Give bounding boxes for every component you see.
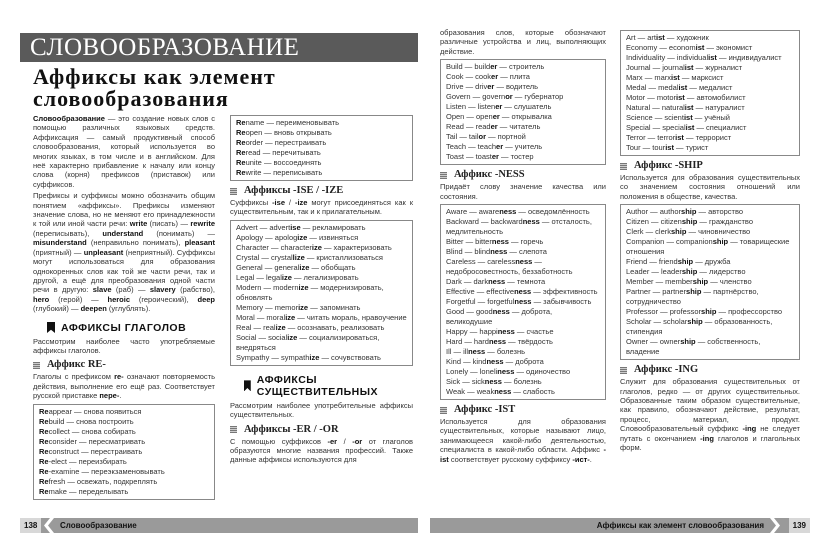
bold-term: er bbox=[492, 112, 500, 122]
word-list-item: Good — goodness — доброта, великодушие bbox=[446, 307, 553, 327]
word-list-item: Effective — effectiveness — эффективность bbox=[446, 287, 598, 297]
page-number-right: 139 bbox=[789, 518, 810, 533]
word-list-item: Science — scientist — учёный bbox=[626, 113, 730, 122]
subsection-heading-text: Аффиксы -ER / -OR bbox=[244, 423, 339, 435]
bold-term: ness bbox=[488, 277, 506, 287]
right-page-column-1 bbox=[440, 28, 606, 466]
bold-term: Re bbox=[236, 148, 246, 157]
bold-term: ness bbox=[491, 237, 509, 247]
word-list-box bbox=[440, 204, 606, 400]
bold-term: heroic bbox=[107, 294, 130, 304]
affix-marker-icon bbox=[230, 188, 237, 195]
bold-term: ship bbox=[686, 287, 702, 297]
bold-term: er bbox=[496, 142, 504, 152]
bold-term: -ист- bbox=[572, 454, 590, 464]
section-heading bbox=[244, 374, 413, 398]
word-list-item: Motor — motorist — автомобилист bbox=[626, 93, 746, 102]
page-number-left: 138 bbox=[20, 518, 41, 533]
bold-term: Re bbox=[39, 456, 49, 466]
bold-term: ize bbox=[299, 262, 310, 272]
bold-term: er bbox=[495, 102, 503, 112]
word-list-item: Backward — backwardness — отсталость, медлительность bbox=[446, 217, 592, 237]
word-list-item: Professor — professorship — профессорство bbox=[626, 307, 783, 317]
word-list-item: Advert — advertise — рекламировать bbox=[236, 222, 366, 232]
affix-marker-icon bbox=[440, 172, 447, 179]
subsection-heading bbox=[33, 359, 215, 371]
word-list-item: Individuality — individualist — индивидуалист bbox=[626, 53, 782, 62]
left-page-column-1 bbox=[33, 114, 215, 503]
section-heading-text: АФФИКСЫ СУЩЕСТВИТЕЛЬНЫХ bbox=[256, 373, 379, 398]
bold-term: ist bbox=[684, 63, 694, 72]
bold-term: er bbox=[491, 72, 499, 82]
paragraph: Используется для образования существительных, которые называют лицо, занимающееся какой-либо деятельностью, специалиста в какой-либо области. Аффикс -ist соответствует русскому суффиксу -ист-. bbox=[440, 417, 606, 464]
word-list-item: Social — socialize — социализироваться, внедряться bbox=[236, 332, 380, 352]
word-list-item: Reunite — воссоединять bbox=[236, 158, 322, 167]
bold-term: -ise bbox=[272, 198, 285, 207]
word-list-box bbox=[620, 204, 800, 360]
subsection-heading-text: Аффикс -ING bbox=[634, 364, 699, 376]
word-list-box bbox=[230, 115, 413, 181]
bold-term: er bbox=[490, 62, 498, 72]
paragraph: Словообразование — это создание новых слов с помощью различных языковых средств. Аффиксация — самый продуктивный способ словообразования, который используется во многих языках, в том числе и в английском. Для неё характерно прибавление к началу или концу слова (корня) префиксов (приставок) или суффиксов. bbox=[33, 114, 215, 189]
word-list-item: Govern — governor — губернатор bbox=[446, 92, 564, 102]
word-list-box bbox=[620, 30, 800, 156]
word-list-item: Reread — перечитывать bbox=[236, 148, 321, 157]
bold-term: slave bbox=[92, 285, 112, 295]
bold-term: re- bbox=[114, 372, 124, 382]
section-heading bbox=[47, 322, 215, 334]
left-page-column-2 bbox=[230, 112, 413, 467]
word-list-item: Member — membership — членство bbox=[626, 277, 752, 287]
bold-term: ness bbox=[492, 307, 510, 317]
paragraph: Придаёт слову значение качества или состояния. bbox=[440, 182, 606, 201]
word-list-item: Refresh — освежать, подкреплять bbox=[39, 476, 158, 486]
right-page-column-2 bbox=[620, 27, 800, 454]
bold-term: ist bbox=[665, 143, 674, 152]
bold-term: пере- bbox=[99, 391, 120, 401]
word-list-item: Rebuild — снова построить bbox=[39, 416, 134, 426]
bold-term: Re bbox=[39, 486, 49, 496]
bold-term: ness bbox=[484, 377, 502, 387]
bold-term: ness bbox=[514, 297, 532, 307]
word-list-item: Leader — leadership — лидерство bbox=[626, 267, 746, 277]
bold-term: Re bbox=[39, 476, 49, 486]
paragraph: Рассмотрим наиболее часто употребляемые аффиксы глаголов. bbox=[33, 336, 215, 355]
chevron-right-icon bbox=[770, 518, 780, 533]
word-list-item: Tour — tourist — турист bbox=[626, 143, 709, 152]
word-list-item: Companion — companionship — товарищеские отношения bbox=[626, 237, 790, 257]
subsection-heading bbox=[620, 160, 800, 172]
bold-term: deep bbox=[197, 294, 215, 304]
footer-right-label: Аффиксы как элемент словообразования bbox=[596, 521, 764, 530]
paragraph: Префиксы и суффиксы можно обозначить общим понятием «аффиксы». Префиксы изменяют значение слова, но не меняют его принадлежности к той или иной части речи: write (писать) — rewrite (переписывать), understand (понимать) — misunderstand (неправильно понимать), pleasant (приятный) — unpleasant (неприятный). Суффиксы могут использоваться для образования однокоренных слов как той же части речи, так и другой, а ещё для преобразования одной части речи в другую: slave (раб) — slavery (рабство), hero (герой) — heroic (героический), deep (глубокий) — deepen (углублять). bbox=[33, 191, 215, 314]
bold-term: Re bbox=[236, 168, 246, 177]
bold-term: ness bbox=[486, 357, 504, 367]
subsection-heading bbox=[620, 364, 800, 376]
bold-term: ist bbox=[708, 53, 717, 62]
word-list-item: Remake — переделывать bbox=[39, 486, 129, 496]
word-list-item: Reconstruct — перестраивать bbox=[39, 446, 143, 456]
bold-term: Re bbox=[236, 158, 246, 167]
bold-term: ize bbox=[311, 242, 322, 252]
bold-term: ship bbox=[692, 277, 709, 287]
word-list-item: Lonely — loneliness — одиночество bbox=[446, 367, 571, 377]
word-list-item: Special — specialist — специалист bbox=[626, 123, 747, 132]
bold-term: Re bbox=[39, 426, 49, 436]
word-list-item: Owner — ownership — собственность, владение bbox=[626, 337, 761, 357]
word-list-item: Build — builder — строитель bbox=[446, 62, 545, 72]
bold-term: ist bbox=[684, 103, 694, 112]
bold-term: er bbox=[491, 152, 499, 162]
paragraph: Используется для образования существительных со значением состояния отношений или положения в обществе, качества. bbox=[620, 173, 800, 201]
bold-term: ness bbox=[497, 327, 515, 337]
bold-term: ist bbox=[685, 123, 695, 132]
word-list-item: Art — artist — художник bbox=[626, 33, 709, 42]
bold-term: Re bbox=[39, 406, 49, 416]
bold-term: ship bbox=[701, 307, 717, 317]
subsection-heading-text: Аффикс -IST bbox=[454, 404, 516, 416]
bold-term: er bbox=[487, 82, 495, 92]
bookmark-icon bbox=[244, 380, 251, 391]
affix-marker-icon bbox=[230, 426, 237, 433]
subsection-heading-text: Аффикс RE- bbox=[47, 359, 106, 371]
word-list-item: Blind — blindness — слепота bbox=[446, 247, 547, 257]
word-list-item: Terror — terrorist — террорист bbox=[626, 133, 732, 142]
bold-term: understand bbox=[102, 228, 144, 238]
bold-term: Re bbox=[236, 128, 246, 137]
bold-term: ness bbox=[499, 207, 517, 217]
word-list-item: Open — opener — открывалка bbox=[446, 112, 552, 122]
word-list-item: Natural — naturalist — натуралист bbox=[626, 103, 745, 112]
word-list-item: Read — reader — читатель bbox=[446, 122, 541, 132]
bold-term: Словообразование bbox=[33, 114, 105, 123]
word-list-item: Marx — marxist — марксист bbox=[626, 73, 724, 82]
bold-term: ness bbox=[515, 257, 533, 267]
bold-term: unpleasant bbox=[83, 247, 124, 257]
bold-term: ship bbox=[681, 207, 697, 217]
word-list-item: Hard — hardness — твёрдость bbox=[446, 337, 553, 347]
word-list-item: Listen — listener — слушатель bbox=[446, 102, 552, 112]
bold-term: -or bbox=[352, 436, 363, 446]
bold-term: ship bbox=[681, 267, 698, 277]
bold-term: write bbox=[129, 219, 148, 229]
bold-term: ness bbox=[494, 387, 512, 397]
word-list-item: Forgetful — forgetfulness — забывчивость bbox=[446, 297, 592, 307]
subsection-heading bbox=[230, 424, 413, 436]
bold-term: -ing bbox=[700, 433, 714, 443]
word-list-item: Partner — partnership — партнёрство, сотрудничество bbox=[626, 287, 759, 307]
paragraph: образования слов, которые обозначают различные устройства и лиц, выполняющих действие. bbox=[440, 28, 606, 56]
bold-term: -ing bbox=[742, 424, 757, 434]
word-list-item: Recollect — снова собирать bbox=[39, 426, 136, 436]
paragraph: Служит для образования существительных от глаголов, редко — от других существительных. Образованные таким образом существительные, как правило, обозначают действие, результат, процесс, материал, продукт. Словообразовательный суффикс -ing не следует путать с окончанием -ing глаголов и глагольных форм. bbox=[620, 377, 800, 453]
bold-term: -er bbox=[327, 436, 338, 446]
bold-term: ness bbox=[488, 337, 507, 347]
word-list-item: Ill — illness — болезнь bbox=[446, 347, 526, 357]
word-list-item: Memory — memorize — запоминать bbox=[236, 302, 361, 312]
bold-term: ship bbox=[671, 227, 687, 237]
subsection-heading bbox=[230, 185, 413, 197]
word-list-item: Sick — sickness — болезнь bbox=[446, 377, 542, 387]
affix-marker-icon bbox=[33, 362, 40, 369]
word-list-item: Tail — tailor — портной bbox=[446, 132, 526, 142]
subsection-heading bbox=[440, 169, 606, 181]
bold-term: hero bbox=[33, 294, 50, 304]
bold-term: Re bbox=[39, 466, 49, 476]
paragraph: Рассмотрим наиболее употребительные аффиксы существительных. bbox=[230, 400, 413, 420]
bold-term: ship bbox=[712, 237, 729, 247]
word-list-item: Rename — переименовывать bbox=[236, 118, 340, 127]
word-list-item: General — generalize — обобщать bbox=[236, 262, 356, 272]
paragraph: С помощью суффиксов -er / -or от глаголов образуются многие названия профессий. Также данные аффиксы используются для bbox=[230, 436, 413, 465]
affix-marker-icon bbox=[620, 163, 627, 170]
word-list-item: Clerk — clerkship — чиновничество bbox=[626, 227, 751, 237]
bold-term: deepen bbox=[80, 304, 107, 314]
bold-term: ist bbox=[675, 133, 684, 142]
word-list-item: Character — characterize — характеризовать bbox=[236, 242, 392, 252]
bold-term: ize bbox=[298, 282, 309, 292]
bold-term: misunderstand bbox=[33, 238, 87, 248]
word-list-item: Reopen — вновь открывать bbox=[236, 128, 332, 137]
bold-term: Re bbox=[236, 138, 246, 147]
word-list-item: Reconsider — пересматривать bbox=[39, 436, 146, 446]
word-list-item: Cook — cooker — плита bbox=[446, 72, 530, 82]
subsection-heading-text: Аффиксы -ISE / -IZE bbox=[244, 185, 344, 196]
subsection-heading bbox=[440, 404, 606, 416]
bold-term: er bbox=[490, 122, 498, 132]
section-title: СЛОВООБРАЗОВАНИЕ bbox=[30, 34, 300, 61]
word-list-item: Careless — carelessness — недобросовестность, беззаботность bbox=[446, 257, 573, 277]
word-list-item: Crystal — crystallize — кристаллизоваться bbox=[236, 252, 383, 262]
word-list-item: Toast — toaster — тостер bbox=[446, 152, 534, 162]
bold-term: -ist bbox=[440, 445, 606, 464]
bold-term: ship bbox=[681, 217, 698, 227]
word-list-item: Friend — friendship — дружба bbox=[626, 257, 731, 267]
bookmark-icon bbox=[47, 322, 55, 333]
subsection-heading-text: Аффикс -SHIP bbox=[634, 160, 703, 171]
word-list-item: Moral — moralize — читать мораль, нравоучение bbox=[236, 312, 407, 322]
bold-term: Re bbox=[39, 446, 49, 456]
bold-term: ist bbox=[683, 113, 693, 122]
bold-term: ship bbox=[680, 337, 696, 347]
word-list-item: Economy — economist — экономист bbox=[626, 43, 753, 52]
bold-term: ist bbox=[676, 93, 685, 102]
affix-marker-icon bbox=[440, 407, 447, 414]
word-list-box bbox=[440, 59, 606, 165]
bold-term: Re bbox=[39, 416, 49, 426]
bold-term: ness bbox=[490, 247, 508, 257]
word-list-item: Rewrite — переписывать bbox=[236, 168, 323, 177]
bold-term: ize bbox=[281, 272, 292, 282]
word-list-item: Weak — weakness — слабость bbox=[446, 387, 555, 397]
bold-term: ist bbox=[678, 83, 688, 92]
bold-term: rewrite bbox=[190, 219, 215, 229]
word-list-item: Modern — modernize — модернизировать, обновлять bbox=[236, 282, 384, 302]
section-title-bar bbox=[20, 33, 418, 62]
bold-term: ness bbox=[468, 347, 486, 357]
word-list-item: Author — authorship — авторство bbox=[626, 207, 744, 217]
bold-term: ize bbox=[309, 352, 320, 362]
paragraph: Суффиксы -ise / -ize могут присоединяться как к существительным, так и к прилагательным. bbox=[230, 198, 413, 217]
bold-term: ize bbox=[287, 332, 298, 342]
bold-term: ist bbox=[656, 33, 665, 42]
word-list-item: Real — realize — осознавать, реализовать bbox=[236, 322, 385, 332]
word-list-item: Drive — driver — водитель bbox=[446, 82, 539, 92]
bold-term: Re bbox=[39, 436, 49, 446]
word-list-item: Citizen — citizenship — гражданство bbox=[626, 217, 753, 227]
bold-term: ship bbox=[687, 317, 703, 327]
word-list-item: Kind — kindness — доброта bbox=[446, 357, 544, 367]
word-list-item: Reappear — снова появиться bbox=[39, 406, 142, 416]
bold-term: ize bbox=[298, 302, 309, 312]
word-list-item: Re-elect — переизбирать bbox=[39, 456, 127, 466]
word-list-item: Medal — medalist — медалист bbox=[626, 83, 733, 92]
footer-left-label: Словообразование bbox=[60, 521, 137, 530]
bold-term: pleasant bbox=[184, 238, 215, 248]
word-list-item: Scholar — scholarship — образованность, стипендия bbox=[626, 317, 773, 337]
bold-term: Re bbox=[236, 118, 246, 127]
page-heading: Аффиксы как элемент словообразования bbox=[33, 64, 276, 111]
word-list-box bbox=[33, 404, 215, 500]
word-list-item: Bitter — bitterness — горечь bbox=[446, 237, 544, 247]
bold-term: ship bbox=[677, 257, 694, 267]
affix-marker-icon bbox=[620, 367, 627, 374]
word-list-item: Sympathy — sympathize — сочувствовать bbox=[236, 352, 381, 362]
section-heading-text: АФФИКСЫ ГЛАГОЛОВ bbox=[61, 321, 187, 334]
bold-term: or bbox=[505, 92, 513, 102]
footer-right bbox=[430, 518, 810, 533]
word-list-box bbox=[230, 220, 413, 366]
bold-term: ness bbox=[514, 287, 532, 297]
bold-term: ise bbox=[290, 222, 301, 232]
footer-left bbox=[20, 518, 418, 533]
word-list-item: Teach — teacher — учитель bbox=[446, 142, 543, 152]
chevron-left-icon bbox=[44, 518, 54, 533]
bold-term: ness bbox=[497, 367, 515, 377]
word-list-item: Apology — apologize — извиняться bbox=[236, 232, 359, 242]
bold-term: ist bbox=[695, 43, 705, 52]
word-list-item: Reorder — перестраивать bbox=[236, 138, 327, 147]
word-list-item: Journal — journalist — журналист bbox=[626, 63, 743, 72]
word-list-item: Dark — darkness — темнота bbox=[446, 277, 546, 287]
word-list-item: Aware — awareness — осведомлённость bbox=[446, 207, 590, 217]
subsection-heading-text: Аффикс -NESS bbox=[454, 169, 525, 181]
bold-term: ize bbox=[275, 322, 286, 332]
bold-term: ize bbox=[297, 232, 308, 242]
bold-term: -ize bbox=[294, 198, 308, 207]
paragraph: Глаголы с префиксом re- означают повторяемость действия, выполнение его ещё раз. Соответствует русской приставке пере-. bbox=[33, 372, 215, 401]
bold-term: ist bbox=[671, 73, 680, 82]
bold-term: ness bbox=[522, 217, 540, 227]
bold-term: lize bbox=[292, 252, 305, 262]
word-list-item: Re-examine — переэкзаменовывать bbox=[39, 466, 165, 476]
bold-term: ize bbox=[285, 312, 296, 322]
word-list-item: Happy — happiness — счастье bbox=[446, 327, 554, 337]
word-list-item: Legal — legalize — легализировать bbox=[236, 272, 359, 282]
bold-term: or bbox=[478, 132, 487, 142]
bold-term: slavery bbox=[149, 285, 176, 295]
